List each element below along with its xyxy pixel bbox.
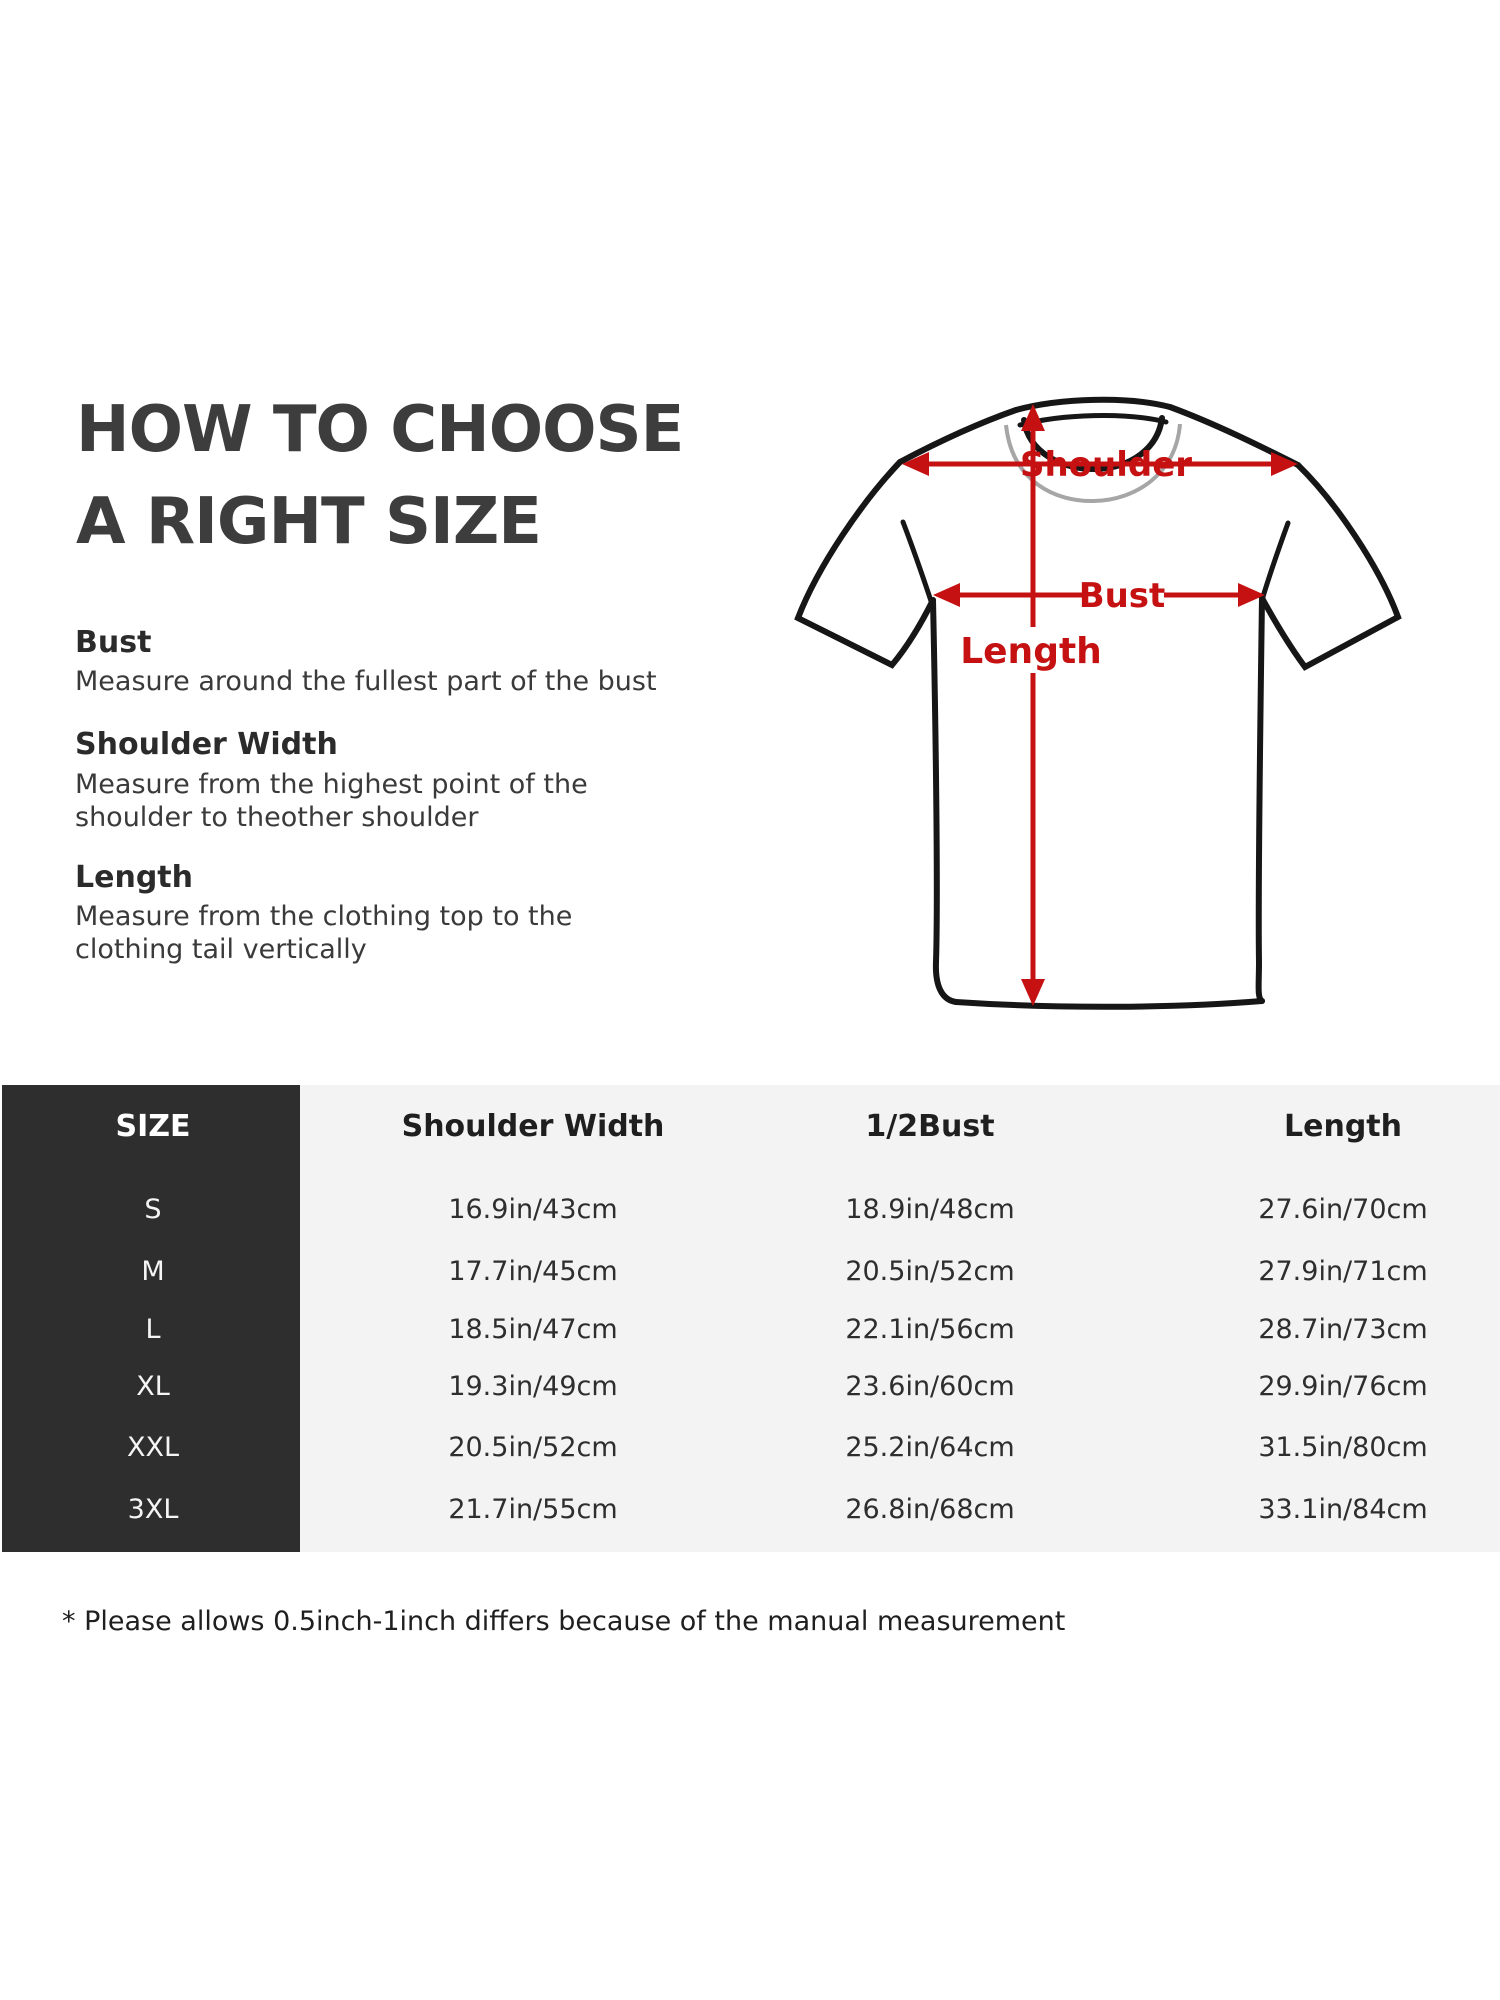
- guide-text-shoulder-width-line2: shoulder to theother shoulder: [75, 802, 479, 833]
- row-l-shoulder: 18.5in/47cm: [448, 1314, 618, 1345]
- row-s-length: 27.6in/70cm: [1258, 1194, 1428, 1225]
- row-s-shoulder: 16.9in/43cm: [448, 1194, 618, 1225]
- length-label: Length: [960, 631, 1102, 672]
- left-body-side: [933, 600, 956, 1002]
- row-l-length: 28.7in/73cm: [1258, 1314, 1428, 1345]
- guide-heading-length: Length: [75, 860, 193, 895]
- row-xxl-shoulder: 20.5in/52cm: [448, 1432, 618, 1463]
- row-m-bust: 20.5in/52cm: [845, 1256, 1015, 1287]
- row-3xl-size: 3XL: [127, 1494, 179, 1525]
- row-m-size: M: [141, 1256, 165, 1287]
- row-xl-size: XL: [136, 1371, 170, 1402]
- row-l-bust: 22.1in/56cm: [845, 1314, 1015, 1345]
- guide-text-length: [75, 900, 572, 966]
- shoulder-label: Shoulder: [1019, 445, 1193, 485]
- row-m-shoulder: 17.7in/45cm: [448, 1256, 618, 1287]
- guide-heading-shoulder-width: Shoulder Width: [75, 727, 338, 762]
- row-m-length: 27.9in/71cm: [1258, 1256, 1428, 1287]
- left-armhole-seam: [903, 522, 931, 601]
- left-sleeve: [798, 462, 933, 665]
- page-title-line2: A RIGHT SIZE: [76, 485, 541, 559]
- right-body-side: [1259, 598, 1262, 1001]
- guide-text-length-line1: Measure from the clothing top to the: [75, 901, 573, 932]
- row-3xl-length: 33.1in/84cm: [1258, 1494, 1428, 1525]
- row-xxl-length: 31.5in/80cm: [1258, 1432, 1428, 1463]
- col-header-length: Length: [1284, 1109, 1402, 1144]
- col-header-shoulder-width: Shoulder Width: [401, 1109, 665, 1144]
- row-3xl-shoulder: 21.7in/55cm: [448, 1494, 618, 1525]
- bust-label: Bust: [1078, 576, 1166, 616]
- right-sleeve: [1262, 465, 1398, 667]
- row-xxl-bust: 25.2in/64cm: [845, 1432, 1015, 1463]
- col-header-half-bust: 1/2Bust: [865, 1109, 995, 1144]
- row-3xl-bust: 26.8in/68cm: [845, 1494, 1015, 1525]
- tshirt-diagram: [760, 380, 1440, 1040]
- row-xxl-size: XXL: [126, 1432, 180, 1463]
- right-armhole-seam: [1262, 523, 1288, 600]
- page-title: [76, 384, 683, 568]
- row-xl-shoulder: 19.3in/49cm: [448, 1371, 618, 1402]
- guide-text-bust: Measure around the fullest part of the bust: [75, 666, 657, 697]
- page-title-line1: HOW TO CHOOSE: [76, 393, 684, 467]
- row-l-size: L: [145, 1314, 161, 1345]
- bust-arrowhead-left: [933, 583, 960, 607]
- row-xl-bust: 23.6in/60cm: [845, 1371, 1015, 1402]
- left-shoulder-slope: [900, 410, 1016, 462]
- tshirt-outline: [798, 407, 1398, 1007]
- col-header-size: SIZE: [115, 1109, 191, 1144]
- guide-text-shoulder-width-line1: Measure from the highest point of the: [75, 769, 588, 800]
- row-xl-length: 29.9in/76cm: [1258, 1371, 1428, 1402]
- measurement-disclaimer: * Please allows 0.5inch-1inch differs because of the manual measurement: [62, 1606, 1066, 1637]
- row-s-bust: 18.9in/48cm: [845, 1194, 1015, 1225]
- row-s-size: S: [144, 1194, 162, 1225]
- length-arrow: [1021, 404, 1045, 1006]
- guide-text-shoulder-width: [75, 768, 588, 834]
- guide-text-length-line2: clothing tail vertically: [75, 934, 367, 965]
- length-arrowhead-bottom: [1021, 979, 1045, 1006]
- guide-heading-bust: Bust: [75, 625, 152, 660]
- hem: [956, 1001, 1262, 1007]
